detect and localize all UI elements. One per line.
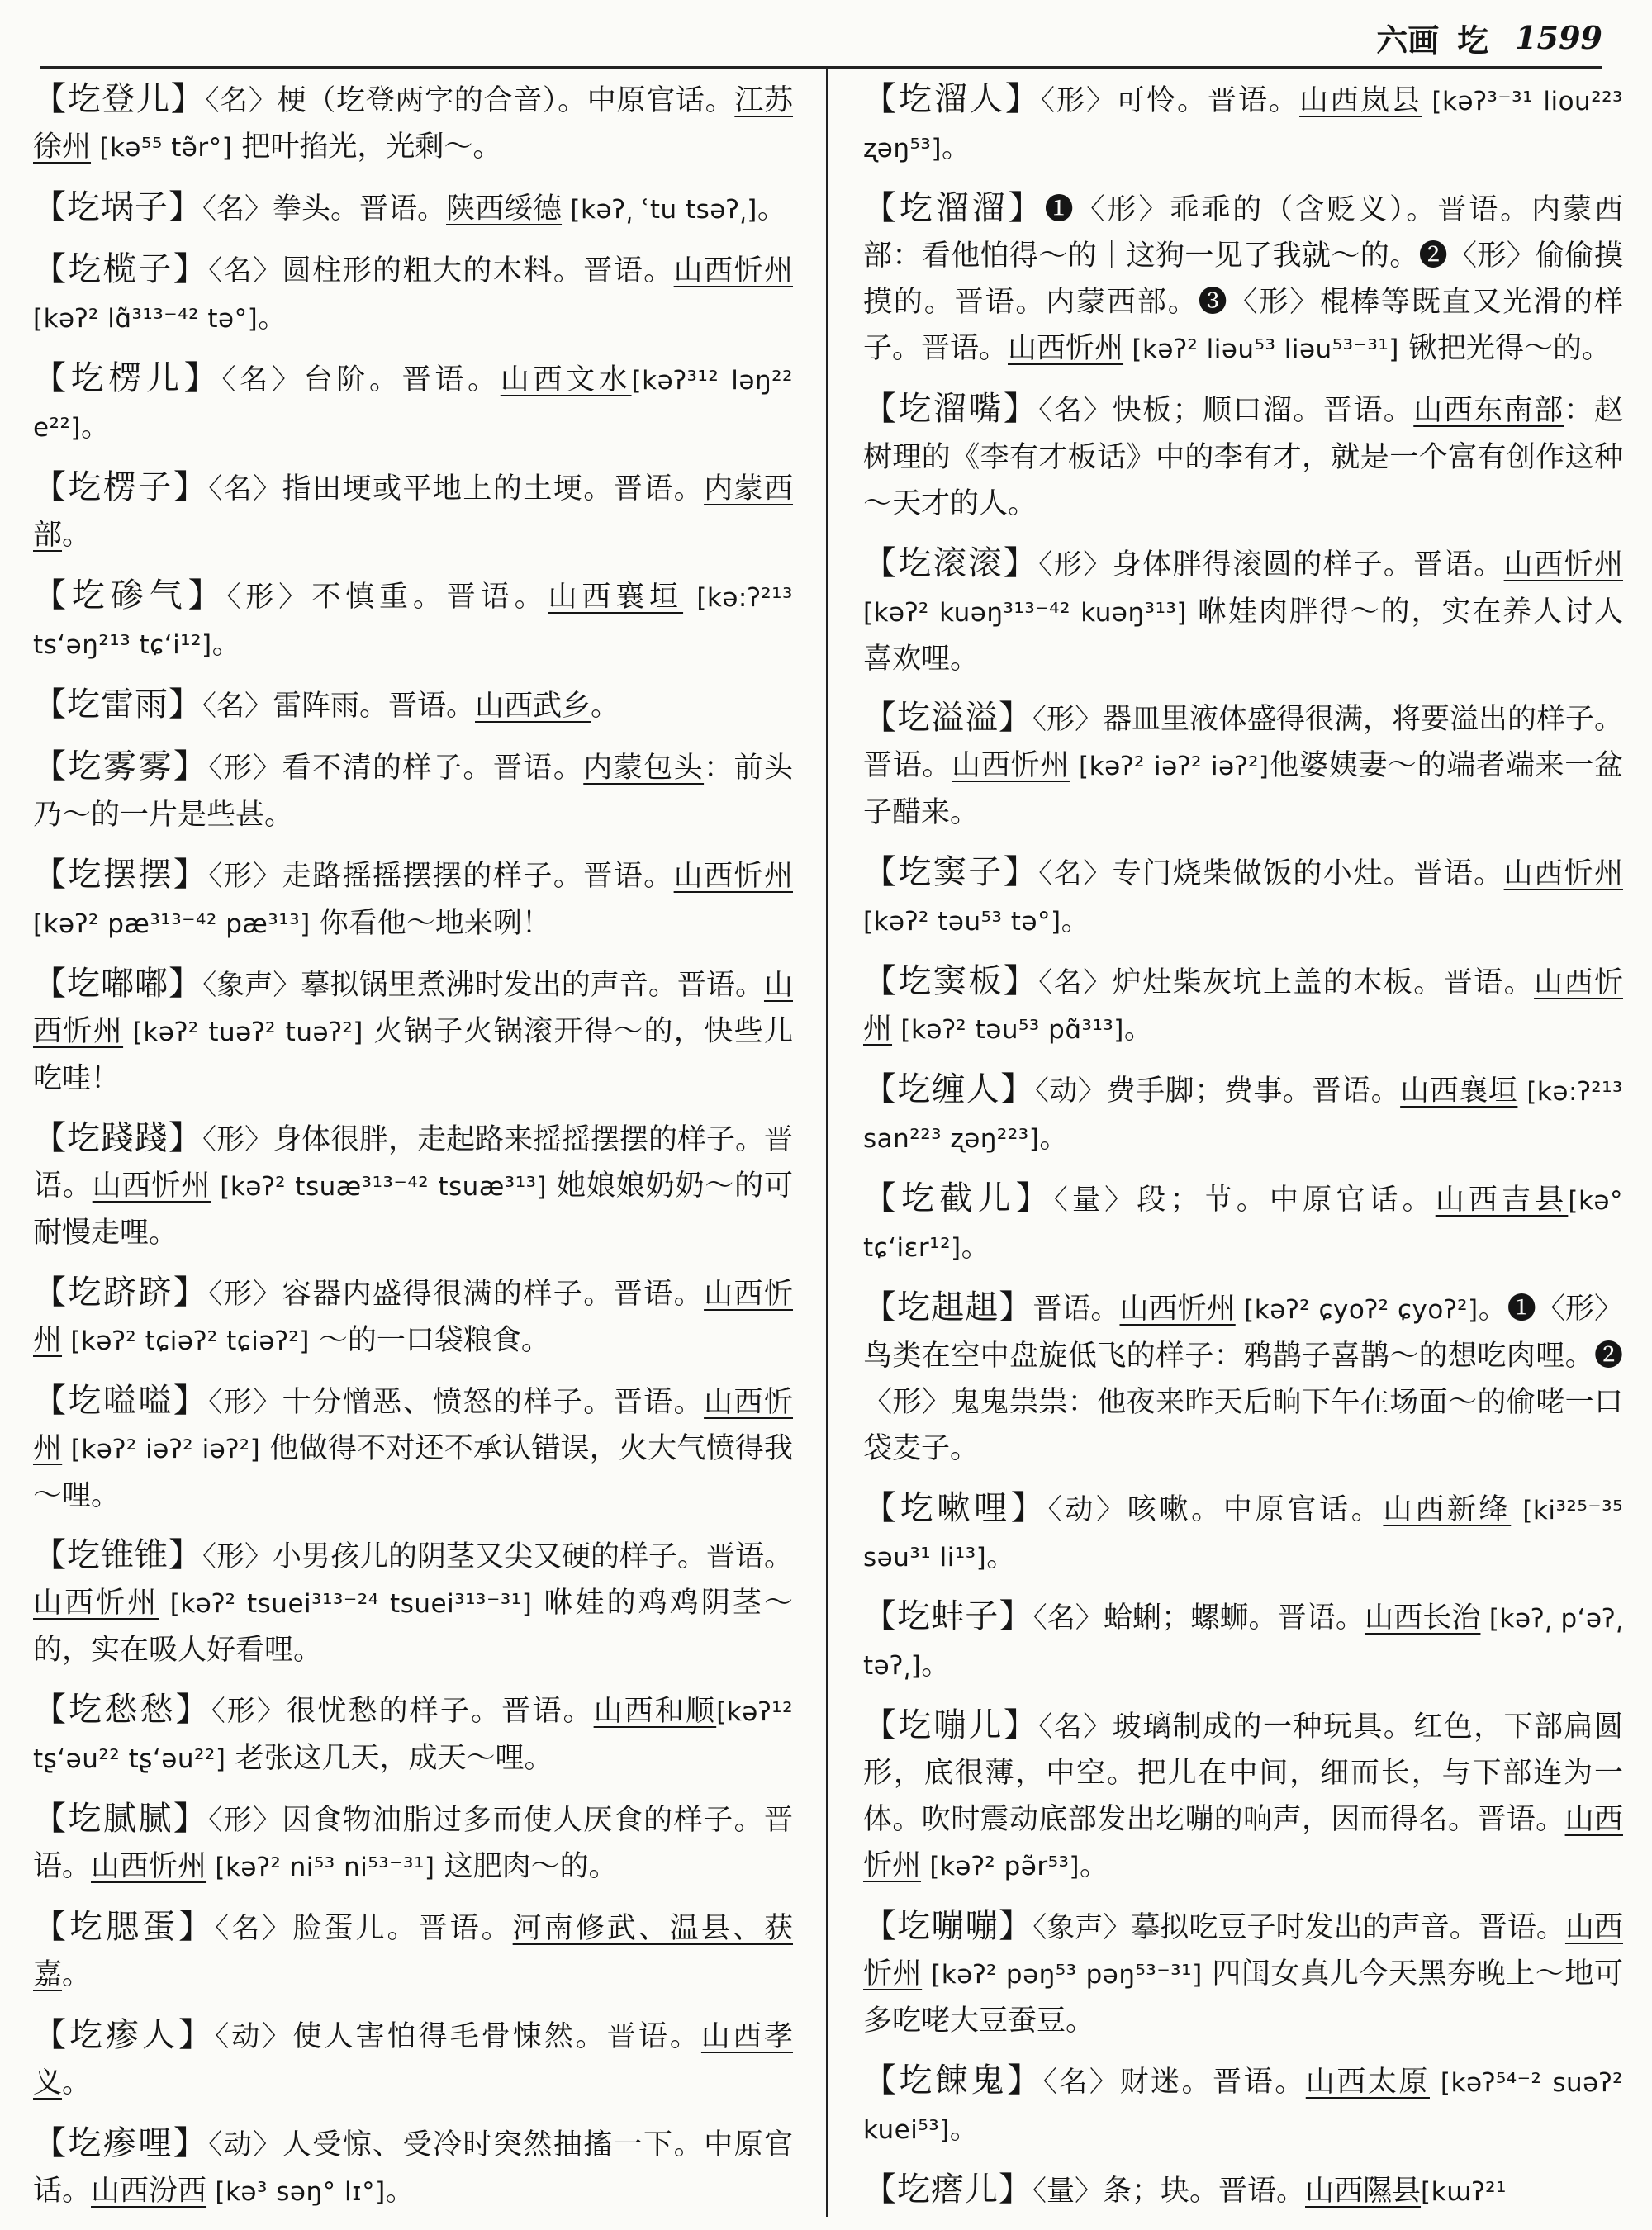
entry-headword: 【圪溜人】: [863, 80, 1042, 118]
entry-headword: 【圪雷雨】: [33, 686, 202, 724]
phonetic-transcription: [kəʔ² tsuæ³¹³⁻⁴² tsuæ³¹³]: [211, 1172, 548, 1202]
part-of-speech: 〈形〉: [202, 1540, 273, 1573]
part-of-speech: 〈形〉: [202, 1123, 273, 1156]
phonetic-transcription: [kəʔ² ɕyoʔ² ɕyoʔ²]: [1235, 1294, 1479, 1325]
dictionary-entry: [33, 1115, 793, 1256]
part-of-speech: 〈形〉: [208, 1278, 282, 1311]
entry-headword: 【圪嗽哩】: [863, 1488, 1048, 1527]
section-label: 六画: [1376, 21, 1440, 59]
dialect-location: 内蒙西部: [33, 472, 793, 552]
entry-headword: 【圪榄子】: [33, 250, 209, 288]
entry-definition: 小男孩儿的阴茎又尖又硬的样子。晋语。: [273, 1540, 793, 1573]
entry-headword: 【圪窦子】: [863, 853, 1039, 892]
dictionary-entry: [33, 1687, 793, 1782]
entry-example: 。: [81, 410, 111, 444]
dialect-location: 山西忻州: [33, 1587, 159, 1620]
phonetic-transcription: [kəʔ¹² tʂʻəu²² tʂʻəu²²]: [33, 1697, 793, 1774]
phonetic-transcription: [kəʔ⁵⁴⁻² suəʔ² kuei⁵³]: [863, 2068, 1623, 2146]
entry-definition: 晋语。: [1032, 1292, 1120, 1326]
entry-definition: 脸蛋儿。晋语。: [292, 1912, 513, 1945]
entry-definition: 因食物油脂过多而使人厌食的样子。晋语。: [33, 1804, 793, 1883]
dictionary-entry: [33, 76, 793, 171]
dialect-location: 山西襄垣: [1400, 1075, 1518, 1108]
part-of-speech: 〈动〉: [215, 2020, 293, 2053]
dictionary-entry: [33, 1904, 793, 1999]
entry-definition: 容器内盛得很满的样子。晋语。: [282, 1278, 705, 1311]
entry-definition: 不慎重。晋语。: [311, 581, 548, 614]
dictionary-entry: [863, 1284, 1623, 1472]
phonetic-transcription: [kəʔ² liəu⁵³ liəu⁵³⁻³¹]: [1123, 334, 1399, 364]
entry-headword: 【圪雾雾】: [33, 747, 209, 785]
entry-example: ：前头乃～的一片是些甚。: [33, 752, 793, 832]
entry-example: 。: [385, 2175, 415, 2208]
dialect-location: 山西忻州: [33, 1278, 793, 1357]
entry-example: 你看他～地来咧！: [310, 907, 551, 940]
entry-headword: 【圪缠人】: [863, 1070, 1035, 1109]
part-of-speech: 〈形〉: [1038, 548, 1113, 581]
phonetic-transcription: [kəʔ² iəʔ² iəʔ²]: [62, 1435, 261, 1464]
entry-headword: 【圪溜溜】: [863, 188, 1045, 227]
entry-headword: 【圪截儿】: [863, 1179, 1054, 1217]
dialect-location: 山西忻州: [91, 1850, 207, 1883]
dictionary-entry: [33, 681, 793, 730]
dialect-location: 山西和顺: [593, 1695, 717, 1728]
dictionary-entry: [863, 2057, 1623, 2153]
page-header: [1315, 12, 1602, 63]
dialect-location: 山西忻州: [1503, 857, 1623, 891]
entry-example: 她娘娘奶奶～的可耐慢走哩。: [33, 1170, 793, 1250]
part-of-speech: 〈名〉: [208, 254, 282, 287]
entry-example: 。: [941, 131, 971, 164]
part-of-speech: 〈名〉: [202, 690, 273, 723]
entry-example: 咻娃的鸡鸡阴茎～的，实在吸人好看哩。: [33, 1587, 793, 1667]
entry-definition: 器皿里液体盛得很满，将要溢出的样子。晋语。: [863, 703, 1623, 783]
part-of-speech: 〈动〉: [208, 2128, 282, 2161]
part-of-speech: 〈名〉: [1038, 857, 1113, 891]
dictionary-entry: [33, 184, 793, 233]
entry-headword: 【圪瘆哩】: [33, 2124, 209, 2162]
part-of-speech: 〈动〉: [1034, 1075, 1107, 1108]
dictionary-entry: [33, 1269, 793, 1364]
dialect-location: 山西太原: [1305, 2066, 1430, 2100]
entry-definition: 人受惊、受冷时突然抽搐一下。中原官话。: [33, 2128, 793, 2208]
entry-headword: 【圪嘟嘟】: [33, 965, 203, 1003]
entry-headword: 【圪摆摆】: [33, 856, 209, 894]
dialect-location: 山西岚县: [1299, 84, 1422, 117]
entry-headword: 【圪跻跻】: [33, 1274, 209, 1312]
entry-example: 他做得不对还不承认错误，火大气愤得我～哩。: [33, 1432, 793, 1512]
dictionary-entry: [863, 1066, 1623, 1162]
part-of-speech: 〈象声〉: [202, 969, 301, 1002]
entry-example: 。: [1123, 1013, 1153, 1046]
dictionary-entry: [863, 849, 1623, 945]
phonetic-transcription: [kəʔ² iəʔ² iəʔ²]: [1069, 752, 1270, 782]
entry-headword: 【圪溜嘴】: [863, 389, 1039, 428]
dictionary-entry: [33, 743, 793, 838]
entry-example: 四闺女真儿今天黑夯晚上～地可多吃咾大豆蚕豆。: [863, 1957, 1623, 2038]
dictionary-entry: [863, 1485, 1623, 1581]
part-of-speech: 〈象声〉: [1032, 1911, 1132, 1945]
dialect-location: 山西忻州: [673, 860, 793, 893]
dialect-location: 内蒙包头: [583, 752, 705, 785]
entry-headword: 【圪嘣儿】: [863, 1706, 1039, 1745]
entry-definition: 圆柱形的粗大的木料。晋语。: [282, 254, 674, 287]
entry-example: 把叶掐光，光剩～。: [232, 130, 502, 164]
phonetic-transcription: [kə:ʔ²¹³ tsʻəŋ²¹³ tɕʻi¹²]: [33, 583, 793, 660]
entry-example: 。: [591, 690, 620, 723]
dialect-location: 山西隰县: [1305, 2174, 1422, 2208]
dictionary-entry: [863, 76, 1623, 172]
entry-headword: 【圪埚子】: [33, 188, 202, 226]
entry-example: 。: [757, 192, 786, 225]
dictionary-entry: [33, 1532, 793, 1673]
entry-headword: 【圪碜气】: [33, 576, 227, 614]
part-of-speech: 〈形〉: [208, 1386, 282, 1419]
part-of-speech: 〈形〉: [1032, 703, 1103, 737]
dictionary-entry: [33, 2012, 793, 2107]
dialect-location: 山西忻州: [1503, 548, 1623, 581]
part-of-speech: 〈形〉: [208, 752, 282, 785]
entry-example: 他婆姨妻～的端者端来一盆子醋来。: [863, 749, 1623, 830]
dialect-location: 山西武乡: [475, 690, 591, 723]
entry-definition: 财迷。晋语。: [1119, 2066, 1306, 2100]
entry-definition: 专门烧柴做饭的小灶。晋语。: [1112, 857, 1504, 891]
right-column: [863, 76, 1623, 2215]
phonetic-transcription: [kɯʔ²¹: [1421, 2176, 1507, 2207]
dialect-location: 山西忻州: [1119, 1292, 1236, 1326]
entry-example: 这肥肉～的。: [434, 1850, 618, 1883]
entry-example: ：赵树理的《李有才板话》中的李有才，就是一个富有创作这种～天才的人。: [863, 393, 1623, 520]
entry-definition: 摹拟锅里煮沸时发出的声音。晋语。: [301, 969, 764, 1002]
entry-definition: 拳头。晋语。: [273, 192, 447, 225]
dialect-location: 陕西绥德: [446, 192, 563, 225]
phonetic-transcription: [kəʔ³⁻³¹ liou²²³ ʐəŋ⁵³]: [863, 87, 1623, 164]
entry-definition: ❶〈形〉乖乖的（含贬义）。晋语。内蒙西部：看他怕得～的｜这狗一见了我就～的。❷〈形〉偷偷摸摸的。晋语。内蒙西部。❸〈形〉棍棒等既直又光滑的样子。晋语。: [863, 192, 1623, 365]
part-of-speech: 〈名〉: [1038, 1710, 1113, 1744]
entry-definition: 玻璃制成的一种玩具。红色，下部扁圆形，底很薄，中空。把儿在中间，细而长，与下部连为一体。吹时震动底部发出圪嘣的响声，因而得名。晋语。: [863, 1710, 1623, 1837]
entry-example: 。: [62, 1958, 92, 1991]
dialect-location: 山西忻州: [92, 1170, 211, 1203]
entry-definition: 段；节。中原官话。: [1137, 1183, 1436, 1217]
dialect-location: 山西新绛: [1383, 1492, 1512, 1526]
dialect-location: 山西东南部: [1413, 393, 1564, 427]
phonetic-transcription: [kəʔ² ni⁵³ ni⁵³⁻³¹]: [206, 1853, 435, 1882]
dialect-location: 山西文水: [500, 363, 632, 396]
dialect-location: 山西孝义: [33, 2020, 793, 2100]
page-number: 1599: [1515, 18, 1602, 56]
dialect-location: 江苏徐州: [33, 84, 793, 164]
entry-example: 。: [921, 1649, 951, 1682]
part-of-speech: 〈形〉: [1041, 84, 1117, 117]
entry-definition: 费手脚；费事。晋语。: [1106, 1075, 1401, 1108]
left-column: [33, 76, 793, 2215]
entry-example: 。: [1080, 1849, 1109, 1883]
part-of-speech: 〈形〉: [208, 860, 282, 893]
entry-definition: 走路摇摇摆摆的样子。晋语。: [282, 860, 674, 893]
dictionary-entry: [863, 1903, 1623, 2044]
header-character: 圪: [1457, 21, 1489, 59]
entry-headword: 【圪登儿】: [33, 80, 206, 118]
entry-definition: 可怜。晋语。: [1116, 84, 1300, 117]
phonetic-transcription: [kəʔ² tsuei³¹³⁻²⁴ tsuei³¹³⁻³¹]: [159, 1589, 533, 1619]
phonetic-transcription: [kə³ səŋ° lɪ°]: [206, 2177, 386, 2207]
entry-definition: 雷阵雨。晋语。: [273, 690, 476, 723]
entry-headword: 【圪溢溢】: [863, 699, 1032, 738]
entry-headword: 【圪腻腻】: [33, 1800, 209, 1838]
part-of-speech: 〈形〉: [211, 1695, 287, 1728]
phonetic-transcription: [kəʔ͵ ʿtu tsəʔ͵]: [562, 195, 757, 225]
phonetic-transcription: [kəʔ² pæ³¹³⁻⁴² pæ³¹³]: [33, 909, 311, 939]
entry-example: 。❶〈形〉鸟类在空中盘旋低飞的样子：鸦鹊子喜鹊～的想吃肉哩。❷〈形〉鬼鬼祟祟：他夜来昨天后晌下午在场面～的偷咾一口袋麦子。: [863, 1292, 1623, 1465]
part-of-speech: 〈名〉: [1032, 1601, 1104, 1635]
part-of-speech: 〈量〉: [1032, 2174, 1103, 2208]
part-of-speech: 〈名〉: [202, 192, 273, 225]
phonetic-transcription: [kə:ʔ²¹³ san²²³ ʐəŋ²²³]: [863, 1077, 1623, 1155]
part-of-speech: 〈名〉: [215, 1912, 293, 1945]
entry-definition: 蛤蜊；螺蛳。晋语。: [1103, 1601, 1365, 1635]
dialect-location: 山西吉县: [1435, 1183, 1569, 1217]
phonetic-transcription: [kəʔ² təu⁵³ tə°]: [863, 907, 1061, 937]
dictionary-entry: [863, 2166, 1623, 2215]
part-of-speech: 〈名〉: [1038, 393, 1113, 427]
entry-headword: 【圪瘩儿】: [863, 2170, 1032, 2209]
dialect-location: 山西忻州: [33, 969, 793, 1048]
entry-definition: 快板；顺口溜。晋语。: [1112, 393, 1414, 427]
entry-definition: 看不清的样子。晋语。: [282, 752, 584, 785]
entry-headword: 【圪腮蛋】: [33, 1908, 216, 1946]
entry-example: 。: [986, 1540, 1016, 1573]
entry-example: 。: [1039, 1122, 1069, 1155]
entry-definition: 十分憎恶、愤怒的样子。晋语。: [282, 1386, 705, 1419]
dialect-location: 山西忻州: [863, 966, 1623, 1046]
phonetic-transcription: [kəʔ² tuəʔ² tuəʔ²]: [123, 1018, 363, 1047]
dialect-location: 山西忻州: [673, 254, 793, 287]
phonetic-transcription: [kə° tɕʻiɛr¹²]: [863, 1185, 1623, 1263]
entry-definition: 指田埂或平地上的土埂。晋语。: [282, 472, 705, 505]
entry-definition: 梗（圪登两字的合音）。中原官话。: [277, 84, 735, 117]
phonetic-transcription: [ki³²⁵⁻³⁵ səu³¹ li¹³]: [863, 1495, 1623, 1573]
entry-definition: 条；块。晋语。: [1103, 2174, 1306, 2208]
phonetic-transcription: [kəʔ² kuəŋ³¹³⁻⁴² kuəŋ³¹³]: [863, 597, 1188, 628]
entry-definition: 身体很胖，走起路来摇摇摆摆的样子。晋语。: [33, 1123, 793, 1203]
part-of-speech: 〈动〉: [1047, 1492, 1127, 1526]
entry-definition: 摹拟吃豆子时发出的声音。晋语。: [1131, 1911, 1565, 1945]
entry-headword: 【圪踐踐】: [33, 1119, 202, 1157]
column-divider: [826, 69, 828, 2217]
entry-headword: 【圪窦板】: [863, 962, 1039, 1001]
entry-headword: 【圪愁愁】: [33, 1691, 211, 1729]
entry-headword: 【圪餗鬼】: [863, 2062, 1043, 2100]
entry-definition: 炉灶柴灰坑上盖的木板。晋语。: [1112, 966, 1535, 1000]
dictionary-entry: [33, 1796, 793, 1891]
dictionary-entry: [33, 961, 793, 1102]
dictionary-entry: [33, 1378, 793, 1519]
entry-example: 锹把光得～的。: [1398, 331, 1612, 365]
part-of-speech: 〈形〉: [208, 1804, 282, 1837]
part-of-speech: 〈名〉: [1042, 2066, 1120, 2100]
entry-headword: 【圪嘣嘣】: [863, 1907, 1033, 1946]
entry-example: 咻娃肉胖得～的，实在养人讨人喜欢哩。: [863, 595, 1623, 676]
entry-example: ～的一口袋粮食。: [309, 1324, 550, 1357]
dictionary-entry: [33, 2120, 793, 2215]
dialect-location: 山西忻州: [1008, 331, 1124, 365]
phonetic-transcription: [kə⁵⁵ tə̃r°]: [91, 133, 233, 163]
dictionary-entry: [33, 464, 793, 559]
phonetic-transcription: [kəʔ² lɑ̃³¹³⁻⁴² tə°]: [33, 304, 259, 334]
entry-headword: 【圪趄趄】: [863, 1288, 1033, 1326]
entry-definition: 使人害怕得毛骨悚然。晋语。: [292, 2020, 701, 2053]
phonetic-transcription: [kəʔ³¹² ləŋ²² e²²]: [33, 366, 793, 443]
entry-example: 。: [258, 301, 287, 334]
dictionary-entry: [33, 355, 793, 451]
part-of-speech: 〈量〉: [1053, 1183, 1137, 1217]
dialect-location: 山西忻州: [952, 749, 1070, 783]
part-of-speech: 〈形〉: [226, 581, 312, 614]
dialect-location: 山西忻州: [863, 1803, 1623, 1883]
part-of-speech: 〈名〉: [1038, 966, 1113, 1000]
dialect-location: 山西长治: [1364, 1601, 1481, 1635]
dictionary-entry: [863, 1702, 1623, 1890]
phonetic-transcription: [kəʔ² təu⁵³ pɑ̃³¹³]: [892, 1015, 1124, 1046]
entry-example: 。: [62, 519, 92, 552]
entry-example: 。: [949, 2113, 979, 2147]
entry-definition: 咳嗽。中原官话。: [1127, 1492, 1384, 1526]
dictionary-entry: [863, 185, 1623, 372]
dialect-location: 山西忻州: [863, 1911, 1623, 1991]
entry-headword: 【圪楞子】: [33, 468, 209, 506]
entry-example: 。: [62, 2066, 92, 2100]
entry-definition: 很忧愁的样子。晋语。: [287, 1695, 594, 1728]
dictionary-entry: [863, 1593, 1623, 1689]
entry-headword: 【圪嗌嗌】: [33, 1382, 209, 1420]
part-of-speech: 〈名〉: [205, 84, 278, 117]
dialect-location: 山西忻州: [33, 1386, 793, 1465]
part-of-speech: 〈名〉: [221, 363, 304, 396]
entry-example: 火锅子火锅滚开得～的，快些儿吃哇！: [33, 1015, 793, 1095]
entry-example: 。: [1061, 904, 1090, 938]
phonetic-transcription: [kəʔ͵ pʻəʔ͵ təʔ͵]: [863, 1604, 1623, 1682]
entry-headword: 【圪锥锥】: [33, 1536, 202, 1574]
entry-headword: 【圪楞儿】: [33, 359, 222, 397]
dictionary-entry: [863, 1175, 1623, 1271]
phonetic-transcription: [kəʔ² pəŋ⁵³ pəŋ⁵³⁻³¹]: [922, 1960, 1203, 1990]
dialect-location: 河南修武、温县、获嘉: [33, 1912, 793, 1991]
dictionary-entry: [863, 958, 1623, 1053]
entry-definition: 身体胖得滚圆的样子。晋语。: [1112, 548, 1504, 581]
dictionary-entry: [863, 540, 1623, 682]
entry-headword: 【圪瘆人】: [33, 2016, 216, 2054]
entry-example: 。: [961, 1230, 990, 1264]
part-of-speech: 〈名〉: [208, 472, 282, 505]
phonetic-transcription: [kəʔ² tɕiəʔ² tɕiəʔ²]: [62, 1326, 310, 1356]
entry-headword: 【圪蚌子】: [863, 1597, 1033, 1636]
entry-example: 。: [211, 628, 241, 661]
entry-example: 老张这几天，成天～哩。: [225, 1742, 553, 1775]
phonetic-transcription: [kəʔ² pə̃r⁵³]: [921, 1852, 1080, 1882]
dictionary-entry: [33, 572, 793, 668]
dictionary-entry: [863, 695, 1623, 836]
dictionary-entry: [33, 246, 793, 342]
entry-definition: 台阶。晋语。: [303, 363, 501, 396]
dialect-location: 山西汾西: [91, 2175, 207, 2208]
dictionary-entry: [863, 386, 1623, 527]
top-rule: [40, 66, 1602, 69]
dictionary-entry: [33, 852, 793, 947]
dialect-location: 山西襄垣: [548, 581, 684, 614]
entry-headword: 【圪滚滚】: [863, 543, 1039, 582]
